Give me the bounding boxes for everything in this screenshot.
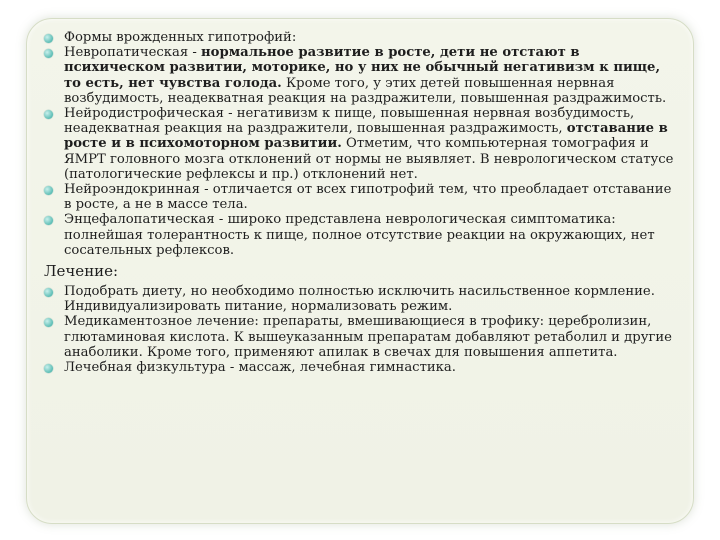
item-text: Невропатическая - xyxy=(64,45,202,61)
item-text: Формы врожденных гипотрофий: xyxy=(64,30,297,45)
treatment-heading: Лечение: xyxy=(44,262,119,281)
item-text: Подобрать диету, но необходимо полностью исключить насильственное кормление. Индивидуализировать питание, нормализовать режим. xyxy=(64,284,655,315)
item-text: Медикаментозное лечение: препараты, вмешивающиеся в трофику: церебролизин, глютаминовая кислота. К вышеуказанным препаратам добавляют ретаболил и другие анаболики. Кроме того, применяют апилак в свечах для повышения аппетита. xyxy=(64,314,672,360)
hypotrophy-forms-list xyxy=(44,30,676,258)
list-item xyxy=(44,106,676,182)
bullet-icon xyxy=(44,288,53,297)
item-text: Кроме того, у этих детей повышенная нервная возбудимость, неадекватная реакция на раздражители, повышенная раздражимость. xyxy=(64,75,667,106)
bold-text: нормальное развитие в росте, дети не отстают в психическом развитии, моторике, но у них не обычный негативизм к пище, то есть, нет чувства голода. xyxy=(64,45,661,91)
item-text: Энцефалопатическая - широко представлена неврологическая симптоматика: полнейшая толерантность к пище, полное отсутствие реакции на окружающих, нет сосательных рефлексов. xyxy=(64,212,655,258)
bullet-icon xyxy=(44,318,53,327)
list-item xyxy=(44,314,676,360)
bullet-icon xyxy=(44,186,53,195)
item-text: Отметим, что компьютерная томография и ЯМРТ головного мозга отклонений от нормы не выявляет. В неврологическом статусе (патологические рефлексы и пр.) отклонений нет. xyxy=(64,136,674,182)
bullet-icon xyxy=(44,110,53,119)
slide-content xyxy=(44,30,676,375)
list-item xyxy=(44,360,676,375)
bold-text: отставание в росте и в психомоторном развитии. xyxy=(64,121,668,152)
list-item xyxy=(44,30,676,45)
list-item xyxy=(44,212,676,258)
list-item xyxy=(44,45,676,106)
treatment-list xyxy=(44,284,676,375)
list-item xyxy=(44,182,676,212)
bullet-icon xyxy=(44,216,53,225)
list-item xyxy=(44,284,676,314)
bullet-icon xyxy=(44,49,53,58)
item-text: Нейроэндокринная - отличается от всех гипотрофий тем, что преобладает отставание в росте, а не в массе тела. xyxy=(64,182,672,213)
bullet-icon xyxy=(44,34,53,43)
item-text: Нейродистрофическая - негативизм к пище, повышенная нервная возбудимость, неадекватная реакция на раздражители, повышенная раздражимость, xyxy=(64,106,635,137)
item-text: Лечебная физкультура - массаж, лечебная гимнастика. xyxy=(64,360,456,376)
bullet-icon xyxy=(44,364,53,373)
